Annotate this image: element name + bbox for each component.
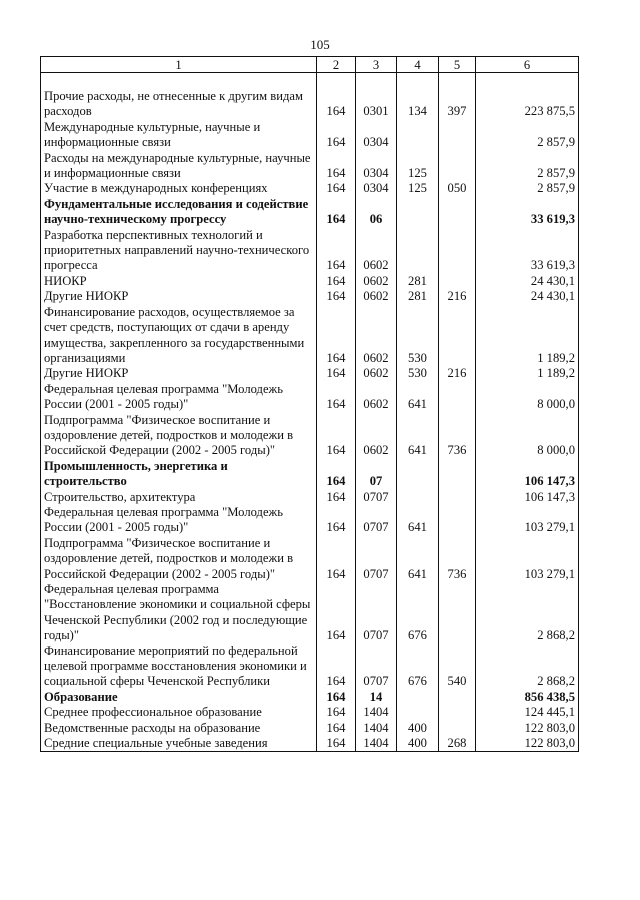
- table-row: [41, 382, 579, 413]
- row-code-2: 164: [317, 120, 356, 151]
- table-row: [41, 690, 579, 705]
- row-code-3: 0304: [356, 120, 397, 151]
- row-code-3: 0602: [356, 289, 397, 304]
- row-code-5: [439, 228, 476, 274]
- row-name: Прочие расходы, не отнесенные к другим видам расходов: [41, 89, 317, 120]
- row-code-4: 281: [397, 289, 439, 304]
- row-code-4: [397, 459, 439, 490]
- row-amount: 1 189,2: [476, 366, 579, 381]
- row-code-5: 736: [439, 413, 476, 459]
- row-code-5: 736: [439, 536, 476, 582]
- row-code-4: [397, 490, 439, 505]
- table-row: [41, 289, 579, 304]
- row-name: Международные культурные, научные и информационные связи: [41, 120, 317, 151]
- row-code-3: 0602: [356, 413, 397, 459]
- row-name: Подпрограмма "Физическое воспитание и оздоровление детей, подростков и молодежи в Российской Федерации (2002 - 2005 годы)": [41, 536, 317, 582]
- row-code-5: [439, 690, 476, 705]
- row-code-5: [439, 120, 476, 151]
- column-header: 5: [439, 57, 476, 73]
- row-amount: 124 445,1: [476, 705, 579, 720]
- row-code-3: 0707: [356, 582, 397, 644]
- row-code-3: 14: [356, 690, 397, 705]
- row-code-3: 1404: [356, 705, 397, 720]
- row-code-2: 164: [317, 382, 356, 413]
- row-code-5: 397: [439, 89, 476, 120]
- row-code-4: 125: [397, 151, 439, 182]
- row-code-2: 164: [317, 89, 356, 120]
- row-name: Ведомственные расходы на образование: [41, 721, 317, 736]
- table-row: [41, 274, 579, 289]
- row-amount: 2 868,2: [476, 582, 579, 644]
- row-name: Другие НИОКР: [41, 289, 317, 304]
- row-code-3: 07: [356, 459, 397, 490]
- row-code-4: 676: [397, 582, 439, 644]
- row-code-2: 164: [317, 197, 356, 228]
- row-amount: 122 803,0: [476, 736, 579, 752]
- row-amount: 103 279,1: [476, 536, 579, 582]
- row-code-5: [439, 505, 476, 536]
- row-name: Участие в международных конференциях: [41, 181, 317, 196]
- table-row: [41, 197, 579, 228]
- row-code-3: 0301: [356, 89, 397, 120]
- row-amount: 106 147,3: [476, 459, 579, 490]
- row-name: НИОКР: [41, 274, 317, 289]
- row-code-4: 400: [397, 721, 439, 736]
- page-number: 105: [310, 37, 330, 52]
- row-amount: 106 147,3: [476, 490, 579, 505]
- row-amount: 1 189,2: [476, 305, 579, 367]
- row-code-4: 134: [397, 89, 439, 120]
- table-row: [41, 151, 579, 182]
- table-row: [41, 582, 579, 644]
- row-amount: 122 803,0: [476, 721, 579, 736]
- row-code-2: 164: [317, 181, 356, 196]
- row-code-2: 164: [317, 305, 356, 367]
- row-amount: 103 279,1: [476, 505, 579, 536]
- table-row: [41, 366, 579, 381]
- row-name: Федеральная целевая программа "Молодежь России (2001 - 2005 годы)": [41, 505, 317, 536]
- row-code-3: 0707: [356, 505, 397, 536]
- row-code-2: 164: [317, 721, 356, 736]
- row-code-4: 641: [397, 536, 439, 582]
- row-code-5: 216: [439, 289, 476, 304]
- row-code-5: 050: [439, 181, 476, 196]
- row-code-2: 164: [317, 366, 356, 381]
- table-row: [41, 228, 579, 274]
- row-name: Строительство, архитектура: [41, 490, 317, 505]
- table-row: [41, 721, 579, 736]
- row-code-3: 0707: [356, 644, 397, 690]
- row-amount: 2 857,9: [476, 151, 579, 182]
- row-name: Расходы на международные культурные, научные и информационные связи: [41, 151, 317, 182]
- table-row: [41, 305, 579, 367]
- table-row: [41, 490, 579, 505]
- row-code-5: [439, 582, 476, 644]
- row-amount: 33 619,3: [476, 228, 579, 274]
- row-code-5: [439, 197, 476, 228]
- row-code-4: 641: [397, 382, 439, 413]
- row-code-3: 0602: [356, 274, 397, 289]
- table-row: [41, 705, 579, 720]
- table-row: [41, 644, 579, 690]
- row-code-2: 164: [317, 289, 356, 304]
- row-code-4: [397, 197, 439, 228]
- column-header: 2: [317, 57, 356, 73]
- row-code-2: 164: [317, 505, 356, 536]
- row-code-4: [397, 690, 439, 705]
- row-amount: 24 430,1: [476, 274, 579, 289]
- row-name: Фундаментальные исследования и содействие научно-техническому прогрессу: [41, 197, 317, 228]
- column-header: 1: [41, 57, 317, 73]
- row-code-2: 164: [317, 690, 356, 705]
- row-code-2: 164: [317, 274, 356, 289]
- row-code-2: 164: [317, 228, 356, 274]
- row-code-3: 0602: [356, 228, 397, 274]
- row-name: Федеральная целевая программа "Восстановление экономики и социальной сферы Чеченской Республики (2002 год и последующие годы)": [41, 582, 317, 644]
- row-amount: 223 875,5: [476, 89, 579, 120]
- table-body: [41, 73, 579, 752]
- row-code-4: 641: [397, 413, 439, 459]
- row-amount: 2 857,9: [476, 181, 579, 196]
- row-code-3: 0602: [356, 305, 397, 367]
- row-amount: 8 000,0: [476, 413, 579, 459]
- row-code-3: 1404: [356, 721, 397, 736]
- table-header: [41, 57, 579, 73]
- row-name: Образование: [41, 690, 317, 705]
- row-code-4: 641: [397, 505, 439, 536]
- row-code-5: [439, 705, 476, 720]
- row-name: Средние специальные учебные заведения: [41, 736, 317, 752]
- row-code-5: [439, 151, 476, 182]
- row-code-2: 164: [317, 644, 356, 690]
- column-header: 4: [397, 57, 439, 73]
- row-amount: 24 430,1: [476, 289, 579, 304]
- table-row: [41, 459, 579, 490]
- row-code-2: 164: [317, 490, 356, 505]
- row-code-2: 164: [317, 705, 356, 720]
- row-code-3: 1404: [356, 736, 397, 752]
- budget-table: [40, 56, 579, 752]
- row-code-3: 0602: [356, 382, 397, 413]
- row-code-5: 216: [439, 366, 476, 381]
- row-amount: 2 868,2: [476, 644, 579, 690]
- row-code-5: [439, 490, 476, 505]
- row-name: Разработка перспективных технологий и приоритетных направлений научно-технического прогресса: [41, 228, 317, 274]
- row-code-3: 0304: [356, 151, 397, 182]
- row-name: Финансирование расходов, осуществляемое за счет средств, поступающих от сдачи в аренду имущества, закрепленного за государственными организациями: [41, 305, 317, 367]
- row-code-4: 281: [397, 274, 439, 289]
- row-name: Подпрограмма "Физическое воспитание и оздоровление детей, подростков и молодежи в Российской Федерации (2002 - 2005 годы)": [41, 413, 317, 459]
- row-code-5: 540: [439, 644, 476, 690]
- row-code-5: [439, 459, 476, 490]
- row-code-3: 0707: [356, 490, 397, 505]
- row-code-4: [397, 228, 439, 274]
- row-amount: 2 857,9: [476, 120, 579, 151]
- row-name: Промышленность, энергетика и строительство: [41, 459, 317, 490]
- row-name: Финансирование мероприятий по федеральной целевой программе восстановления экономики и социальной сферы Чеченской Республики: [41, 644, 317, 690]
- row-amount: 856 438,5: [476, 690, 579, 705]
- row-code-2: 164: [317, 582, 356, 644]
- row-code-4: [397, 120, 439, 151]
- row-code-2: 164: [317, 736, 356, 752]
- row-code-4: [397, 705, 439, 720]
- table-row: [41, 505, 579, 536]
- row-code-4: 676: [397, 644, 439, 690]
- row-code-5: [439, 274, 476, 289]
- row-name: Другие НИОКР: [41, 366, 317, 381]
- row-code-3: 0707: [356, 536, 397, 582]
- row-code-2: 164: [317, 536, 356, 582]
- row-code-3: 0304: [356, 181, 397, 196]
- row-code-4: 400: [397, 736, 439, 752]
- table-row: [41, 413, 579, 459]
- row-amount: 33 619,3: [476, 197, 579, 228]
- table-row: [41, 120, 579, 151]
- row-name: Среднее профессиональное образование: [41, 705, 317, 720]
- row-code-3: 06: [356, 197, 397, 228]
- table-row: [41, 181, 579, 196]
- column-header: 3: [356, 57, 397, 73]
- table-row: [41, 536, 579, 582]
- row-code-5: [439, 721, 476, 736]
- row-code-5: 268: [439, 736, 476, 752]
- row-code-2: 164: [317, 151, 356, 182]
- row-code-2: 164: [317, 413, 356, 459]
- row-code-4: 125: [397, 181, 439, 196]
- table-row: [41, 89, 579, 120]
- row-amount: 8 000,0: [476, 382, 579, 413]
- row-code-5: [439, 305, 476, 367]
- row-code-4: 530: [397, 305, 439, 367]
- row-code-4: 530: [397, 366, 439, 381]
- row-code-2: 164: [317, 459, 356, 490]
- row-name: Федеральная целевая программа "Молодежь России (2001 - 2005 годы)": [41, 382, 317, 413]
- row-code-3: 0602: [356, 366, 397, 381]
- table-row: [41, 736, 579, 752]
- column-header: 6: [476, 57, 579, 73]
- row-code-5: [439, 382, 476, 413]
